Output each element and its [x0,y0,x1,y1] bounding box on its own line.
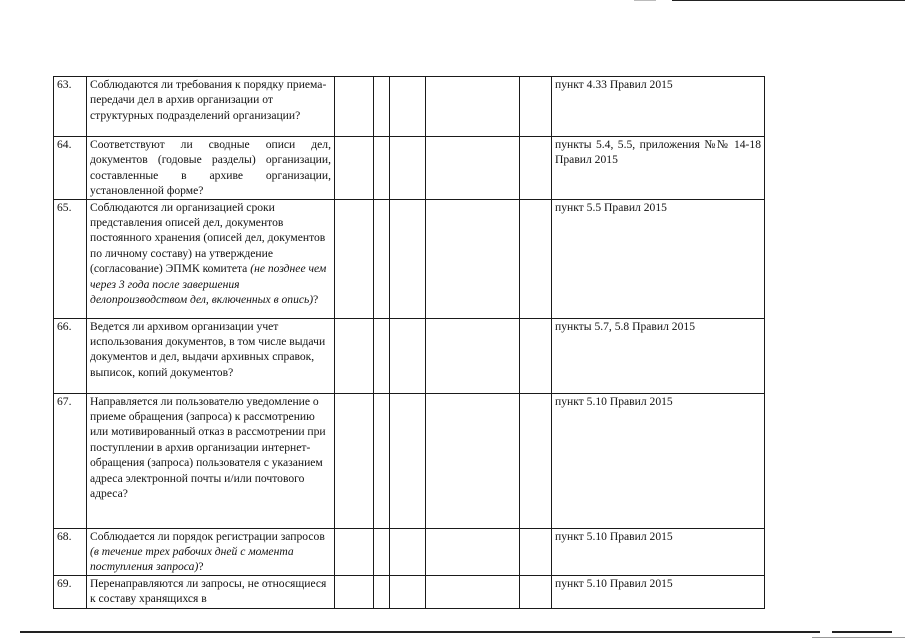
answer-cell-yes [335,199,374,318]
answer-cell-na [390,199,426,318]
reference-cell: пункт 4.33 Правил 2015 [552,77,765,137]
table-row [54,318,765,393]
answer-cell-no [374,575,390,608]
table-row [54,199,765,318]
answer-cell-extra [520,393,552,528]
question-cell: Перенаправляются ли запросы, не относящиеся к составу хранящихся в [87,575,335,608]
row-number: 66. [54,318,87,393]
answer-cell-note [426,137,520,200]
answer-cell-extra [520,575,552,608]
answer-cell-yes [335,575,374,608]
answer-cell-note [426,77,520,137]
table-row [54,393,765,528]
answer-cell-na [390,318,426,393]
row-number: 65. [54,199,87,318]
answer-cell-extra [520,528,552,575]
answer-cell-note [426,528,520,575]
answer-cell-yes [335,137,374,200]
answer-cell-extra [520,77,552,137]
question-cell: Соответствуют ли сводные описи дел, документов (годовые разделы) организации, составленные в архиве организации, установленной форме? [87,137,335,200]
table-row [54,137,765,200]
scan-line-bottom-right [832,631,892,633]
answer-cell-no [374,528,390,575]
scan-line-bottom [20,631,820,633]
answer-cell-na [390,575,426,608]
question-cell: Направляется ли пользователю уведомление о приеме обращения (запроса) к рассмотрению или мотивированный отказ в рассмотрении при поступлении в архив организации интернет-обращения (запроса) пользователя с указанием адреса электронной почты и/или почтового адреса? [87,393,335,528]
answer-cell-na [390,77,426,137]
answer-cell-yes [335,77,374,137]
answer-cell-no [374,137,390,200]
row-number: 69. [54,575,87,608]
answer-cell-note [426,393,520,528]
question-cell: Соблюдается ли порядок регистрации запросов (в течение трех рабочих дней с момента поступления запроса)? [87,528,335,575]
answer-cell-na [390,528,426,575]
answer-cell-no [374,318,390,393]
row-number: 64. [54,137,87,200]
answer-cell-note [426,575,520,608]
reference-cell: пункт 5.10 Правил 2015 [552,528,765,575]
row-number: 68. [54,528,87,575]
scan-line-top [672,0,905,1]
reference-cell: пункты 5.7, 5.8 Правил 2015 [552,318,765,393]
answer-cell-note [426,318,520,393]
answer-cell-yes [335,528,374,575]
scan-line-bottom-right-2 [812,637,905,638]
checklist-table [53,76,765,609]
answer-cell-no [374,199,390,318]
answer-cell-yes [335,393,374,528]
question-cell: Соблюдаются ли организацией сроки представления описей дел, документов постоянного хранения (описей дел, документов по личному составу) на утверждение (согласование) ЭПМК комитета (не позднее чем через 3 года после завершения делопроизводством дел, включенных в опись)? [87,199,335,318]
row-number: 67. [54,393,87,528]
answer-cell-yes [335,318,374,393]
reference-cell: пункт 5.5 Правил 2015 [552,199,765,318]
answer-cell-extra [520,137,552,200]
answer-cell-no [374,393,390,528]
table-row [54,77,765,137]
scan-line-top-short [634,0,656,1]
table-row [54,528,765,575]
answer-cell-extra [520,199,552,318]
reference-cell: пункты 5.4, 5.5, приложения №№ 14-18 Правил 2015 [552,137,765,200]
answer-cell-na [390,393,426,528]
answer-cell-note [426,199,520,318]
answer-cell-extra [520,318,552,393]
question-cell: Соблюдаются ли требования к порядку приема-передачи дел в архив организации от структурных подразделений организации? [87,77,335,137]
table-row [54,575,765,608]
reference-cell: пункт 5.10 Правил 2015 [552,575,765,608]
reference-cell: пункт 5.10 Правил 2015 [552,393,765,528]
answer-cell-no [374,77,390,137]
answer-cell-na [390,137,426,200]
question-cell: Ведется ли архивом организации учет использования документов, в том числе выдачи документов и дел, выдачи архивных справок, выписок, копий документов? [87,318,335,393]
row-number: 63. [54,77,87,137]
